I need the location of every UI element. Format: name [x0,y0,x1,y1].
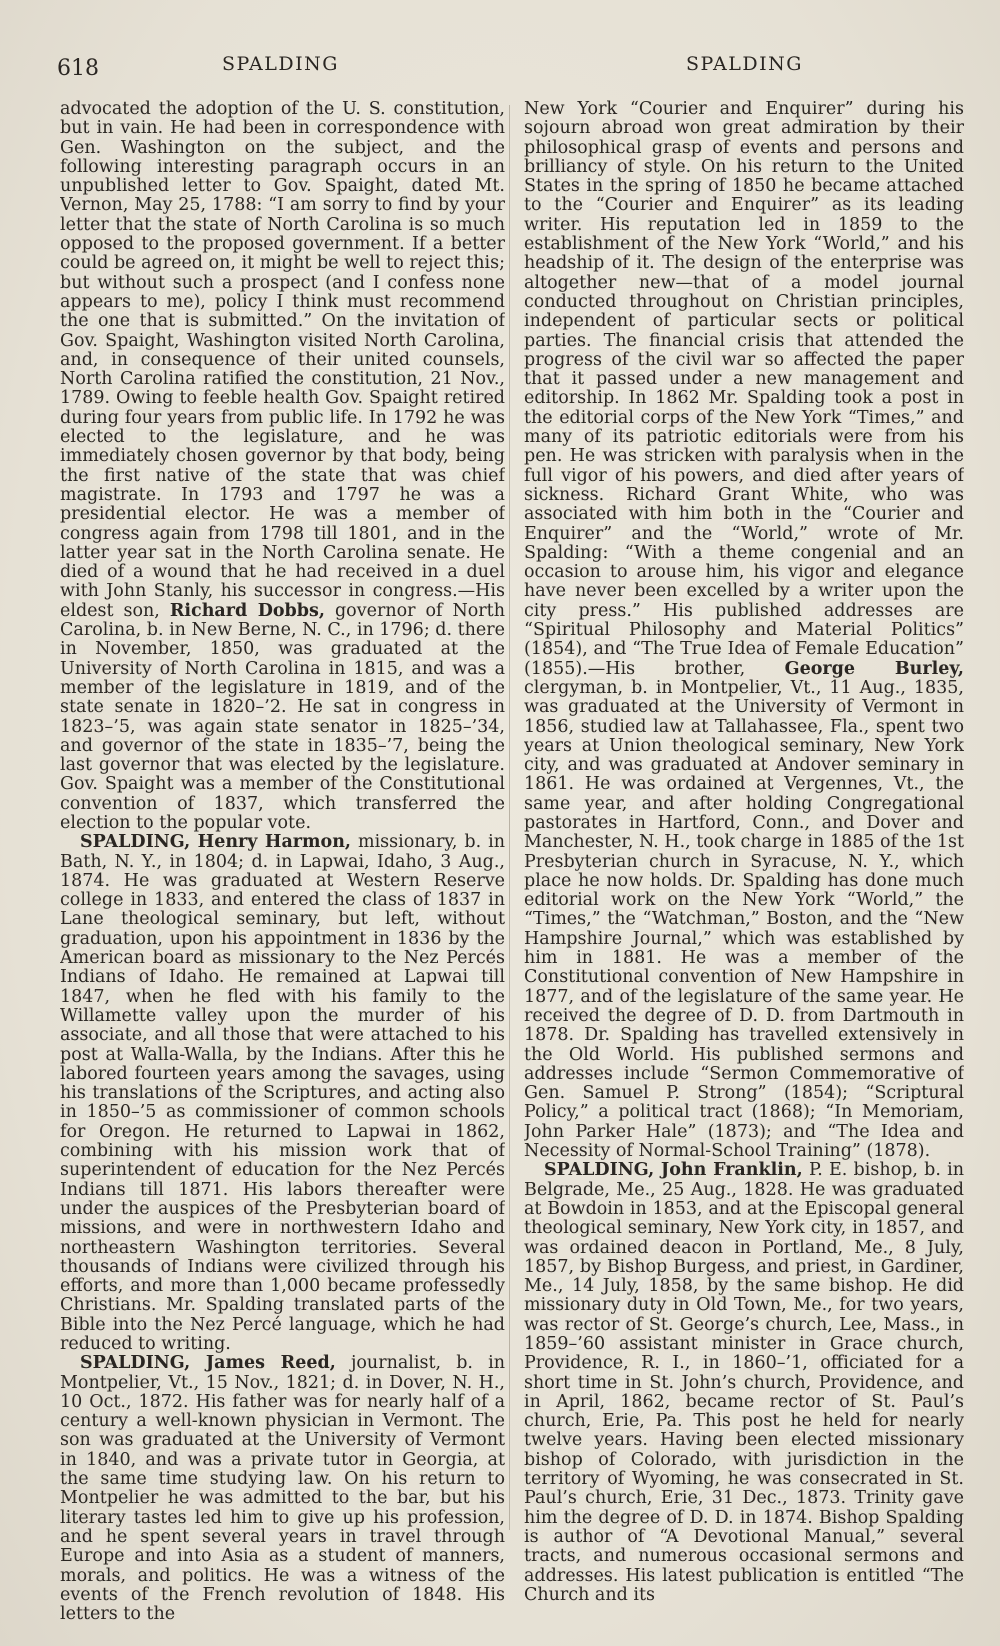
entry-name-john-franklin: SPALDING, John Franklin, [544,1160,803,1181]
entry-henry-harmon-spalding [60,833,505,1354]
page-number: 618 [57,56,99,81]
entry-name-james-reed: SPALDING, James Reed, [80,1353,336,1374]
paragraph-text: governor of North Carolina, b. in New Berne, N. C., in 1796; d. there in November, 1850, was graduated at the University of North Carolina in 1815, and was a member of the legislature in 1819, and of the state senate in 1820–’2. He sat in congress in 1823–’5, was again state senator in 1825–’34, and governor of the state in 1835–’7, being the last governor that was elected by the legislature. Gov. Spaight was a member of the Constitutional convention of 1837, which transferred the election to the popular vote. [60,600,505,833]
entry-name-henry-harmon: SPALDING, Henry Harmon, [80,832,352,853]
entry-james-reed-spalding [60,1354,505,1624]
paragraph-text: clergyman, b. in Montpelier, Vt., 11 Aug., 1835, was graduated at the University of Vermont in 1856, studied law at Tallahassee, Fla., spent two years at Union theological seminary, New York city, and was graduated at Andover seminary in 1861. He was ordained at Vergennes, Vt., the same year, and after holding Congregational pastorates in Hartford, Conn., and Dover and Manchester, N. H., took charge in 1885 of the 1st Presbyterian church in Syracuse, N. Y., which place he now holds. Dr. Spalding has done much editorial work on the New York “World,” the “Times,” the “Watchman,” Boston, and the “New Hampshire Journal,” which was established by him in 1881. He was a member of the Constitutional convention of New Hampshire in 1877, and of the legislature of the same year. He received the degree of D. D. from Dartmouth in 1878. Dr. Spalding has travelled extensively in the Old World. His published sermons and addresses include “Sermon Commemorative of Gen. Samuel P. Strong” (1854); “Scriptural Policy,” a political tract (1868); “In Memoriam, John Parker Hale” (1873); and “The Idea and Necessity of Normal-School Training” (1878). [524,677,964,1162]
paragraph-text: New York “Courier and Enquirer” during his sojourn abroad won great admiration by their philosophical grasp of events and persons and brilliancy of style. On his return to the United States in the spring of 1850 he became attached to the “Courier and Enquirer” as its leading writer. His reputation led in 1859 to the establishment of the New York “World,” and his headship of it. The design of the enterprise was altogether new—that of a model journal conducted throughout on Christian principles, independent of particular sects or political parties. The financial crisis that attended the progress of the civil war so affected the paper that it passed under a new management and editorship. In 1862 Mr. Spalding took a post in the editorial corps of the New York “Times,” and many of its patriotic editorials were from his pen. He was stricken with paralysis when in the full vigor of his powers, and died after years of sickness. Richard Grant White, who was associated with him both in the “Courier and Enquirer” and the “World,” wrote of Mr. Spalding: “With a theme congenial and an occasion to arouse him, his vigor and elegance have never been excelled by a writer upon the city press.” His published addresses are “Spiritual Philosophy and Material Politics” (1854), and “The True Idea of Female Education” (1855).—His brother, [524,100,964,679]
running-head-right: SPALDING [686,53,803,75]
paragraph-text: P. E. bishop, b. in Belgrade, Me., 25 Aug., 1828. He was graduated at Bowdoin in 1853, and at the Episcopal general theological seminary, New York city, in 1857, and was ordained deacon in Portland, Me., 8 July, 1857, by Bishop Burgess, and priest, in Gardiner, Me., 14 July, 1858, by the same bishop. He did missionary duty in Old Town, Me., for two years, was rector of St. George’s church, Lee, Mass., in 1859–’60 assistant minister in Grace church, Providence, R. I., in 1860–’1, officiated for a short time in St. John’s church, Providence, and in April, 1862, became rector of St. Paul’s church, Erie, Pa. This post he held for nearly twelve years. Having been elected missionary bishop of Colorado, with jurisdiction in the territory of Wyoming, he was consecrated in St. Paul’s church, Erie, 31 Dec., 1873. Trinity gave him the degree of D. D. in 1874. Bishop Spalding is author of “A Devotional Manual,” several tracts, and numerous occasional sermons and addresses. His latest publication is entitled “The Church and its [524,1160,964,1605]
right-column [524,100,964,1630]
paragraph-james-reed-continued [524,100,964,1161]
left-column [60,100,505,1630]
paragraph-text: advocated the adoption of the U. S. constitution, but in vain. He had been in correspondence with Gen. Washington on the subject, and the following interesting paragraph occurs in an unpublished letter to Gov. Spaight, dated Mt. Vernon, May 25, 1788: “I am sorry to find by your letter that the state of North Carolina is so much opposed to the proposed government. If a better could be agreed on, it might be well to reject this; but without such a prospect (and I confess none appears to me), policy I think must recommend the one that is submitted.” On the invitation of Gov. Spaight, Washington visited North Carolina, and, in consequence of their united counsels, North Carolina ratified the constitution, 21 Nov., 1789. Owing to feeble health Gov. Spaight retired during four years from public life. In 1792 he was elected to the legislature, and he was immediately chosen governor by that body, being the first native of the state that was chief magistrate. In 1793 and 1797 he was a presidential elector. He was a member of congress again from 1798 till 1801, and in the latter year sat in the North Carolina senate. He died of a wound that he had received in a duel with John Stanly, his successor in congress.—His eldest son, [60,100,505,621]
running-head-left: SPALDING [222,53,339,75]
entry-name-richard-dobbs: Richard Dobbs, [169,600,325,621]
paragraph-text: missionary, b. in Bath, N. Y., in 1804; d. in Lapwai, Idaho, 3 Aug., 1874. He was graduated at Western Reserve college in 1833, and entered the class of 1837 in Lane theological seminary, but left, without graduation, upon his appointment in 1836 by the American board as missionary to the Nez Percés Indians of Idaho. He remained at Lapwai till 1847, when he fled with his family to the Willamette valley upon the murder of his associate, and all those that were attached to his post at Walla-Walla, by the Indians. After this he labored fourteen years among the savages, using his translations of the Scriptures, and acting also in 1850–’5 as commissioner of common schools for Oregon. He returned to Lapwai in 1862, combining with his mission work that of superintendent of education for the Nez Percés Indians till 1871. His labors thereafter were under the auspices of the Presbyterian board of missions, and were in northwestern Idaho and northeastern Washington territories. Several thousands of Indians were civilized through his efforts, and more than 1,000 became professedly Christians. Mr. Spalding translated parts of the Bible into the Nez Percé language, which he had reduced to writing. [60,832,505,1354]
entry-name-george-burley: George Burley, [784,658,964,679]
entry-john-franklin-spalding [524,1161,964,1605]
paragraph-text: journalist, b. in Montpelier, Vt., 15 Nov., 1821; d. in Dover, N. H., 10 Oct., 1872. His father was for nearly half of a century a well-known physician in Vermont. The son was graduated at the University of Vermont in 1840, and was a private tutor in Georgia, at the same time studying law. On his return to Montpelier he was admitted to the bar, but his literary tastes led him to give up his profession, and he spent several years in travel through Europe and into Asia as a student of manners, morals, and politics. He was a witness of the events of the French revolution of 1848. His letters to the [60,1353,505,1625]
paragraph-spaight-continued [60,100,505,833]
column-divider [509,105,510,1530]
